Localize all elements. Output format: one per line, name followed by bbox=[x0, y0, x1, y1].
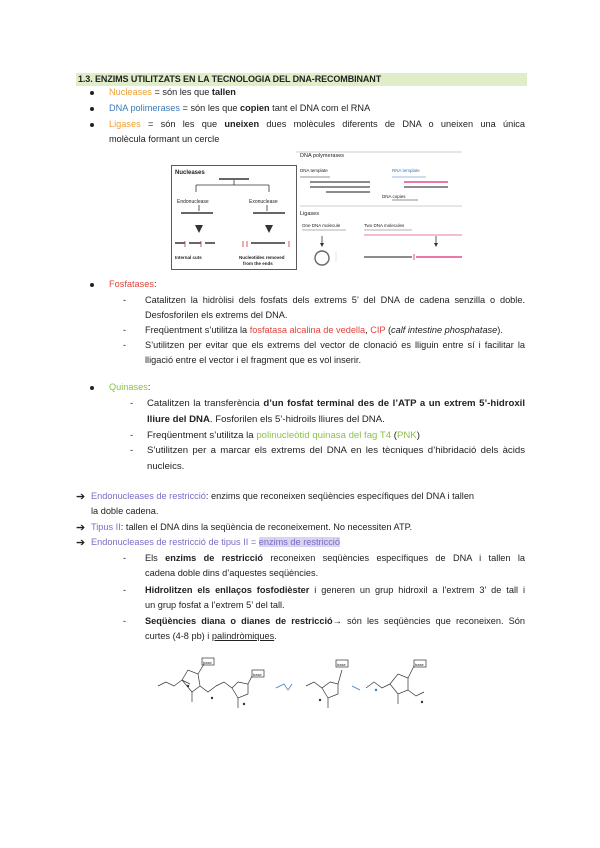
bullet-dot bbox=[90, 386, 94, 390]
bullet-dot bbox=[90, 283, 94, 287]
bullet-dot bbox=[90, 123, 94, 127]
bullet-dot bbox=[90, 91, 94, 95]
base-label-4: base bbox=[415, 662, 424, 667]
arrow-icon: ➔ bbox=[76, 491, 86, 503]
svg-text:DNA template: DNA template bbox=[300, 168, 328, 173]
term-ligases: Ligases bbox=[109, 119, 141, 129]
svg-text:from the ends: from the ends bbox=[243, 261, 273, 266]
svg-text:Ligases: Ligases bbox=[300, 211, 319, 217]
section-title: 1.3. ENZIMS UTILITZATS EN LA TECNOLOGIA DEL DNA-RECOMBINANT bbox=[76, 73, 527, 86]
arrow-icon: ➔ bbox=[76, 537, 86, 549]
polymerases-ligases-figure bbox=[296, 148, 462, 270]
phosphodiester-diagram bbox=[152, 656, 452, 722]
arrow-icon: ➔ bbox=[76, 522, 86, 534]
term-polimerases: DNA polimerases bbox=[109, 103, 180, 113]
base-label-2: base bbox=[253, 672, 262, 677]
base-label-1: base bbox=[203, 660, 212, 665]
bullet-dot bbox=[90, 107, 94, 111]
fig-nucleases-title: Nucleases bbox=[175, 170, 205, 176]
svg-text:DNA copies: DNA copies bbox=[382, 194, 406, 199]
svg-text:Two DNA molecules: Two DNA molecules bbox=[364, 223, 405, 228]
svg-text:DNA polymerases: DNA polymerases bbox=[300, 153, 345, 159]
svg-text:Internal cuts: Internal cuts bbox=[175, 255, 202, 260]
term-fosfatases: Fosfatases bbox=[109, 279, 154, 289]
nucleases-diagram bbox=[171, 165, 297, 270]
svg-text:Nucleotides removed: Nucleotides removed bbox=[239, 255, 285, 260]
svg-text:Exonuclease: Exonuclease bbox=[249, 199, 278, 205]
document-page: 1.3. ENZIMS UTILITZATS EN LA TECNOLOGIA DEL DNA-RECOMBINANT Nucleases = són les que tallen DNA polimerases = són les que copien tant el DNA com el RNA Ligases = són les que uneixen dues molècules diferents de DNA o uneixen una única molècula formant un cercle Nucleases Endonuclease Exonuclease Internal cuts Nucleotides removed from the ends DNA polymerases DNA template RNA template DNA copies Ligases One DNA molecule Two DNA molecules Fosfatases: - Catalitzen la hidròlisi dels fosfats dels extrems 5’ del DNA de cadena senzilla o doble. Desfosforilen els extrems del DNA. - Freqüentment s’utilitza la fosfatasa alcalina de vedella, CIP (calf intestine phosphatase). - S’utilitzen per evitar que els extrems del vector de clonació es lliguin entre sí i facilitar la lligació entre el vector i el fragment que es vol inserir. Quinases: - Catalitzen la transferència d’un fosfat terminal des de l’ATP a un extrem 5’-hidroxil lliure del DNA. Fosforilen els 5’-hidroils lliures del DNA. - Freqüentment s’utilitza la polinucleòtid quinasa del fag T4 (PNK) - S’utilitzen per a marcar els extrems del DNA en les tècniques d’hibridació dels àcids nucleics. ➔ Endonucleases de restricció: enzims que reconeixen seqüències específiques del DNA i tallen la doble cadena. ➔ Tipus II: tallen el DNA dins la seqüència de reconeixement. No necessiten ATP. ➔ Endonucleases de restricció de tipus II = enzims de restricció - Els enzims de restricció reconeixen seqüències específiques de DNA i tallen la cadena doble dins d’aquestes seqüències. - Hidrolitzen els enllaços fosfodièster i generen un grup hidroxil a l’extrem 3’ de tall i un grup fosfat a l’extrem 5’ del tall. - Seqüències diana o dianes de restricció→ són les seqüències que reconeixen. Són curtes (4-8 pb) i palindròmiques. base base base base bbox=[0, 0, 600, 848]
svg-text:RNA template: RNA template bbox=[392, 168, 420, 173]
polymerases-ligases-diagram bbox=[296, 148, 462, 270]
phosphodiester-cleavage-figure bbox=[152, 656, 452, 722]
nucleases-figure bbox=[171, 165, 297, 270]
base-label-3: base bbox=[337, 662, 346, 667]
term-quinases: Quinases bbox=[109, 382, 148, 392]
svg-text:One DNA molecule: One DNA molecule bbox=[302, 223, 341, 228]
svg-text:Endonuclease: Endonuclease bbox=[177, 199, 209, 205]
term-nucleases: Nucleases bbox=[109, 87, 152, 97]
